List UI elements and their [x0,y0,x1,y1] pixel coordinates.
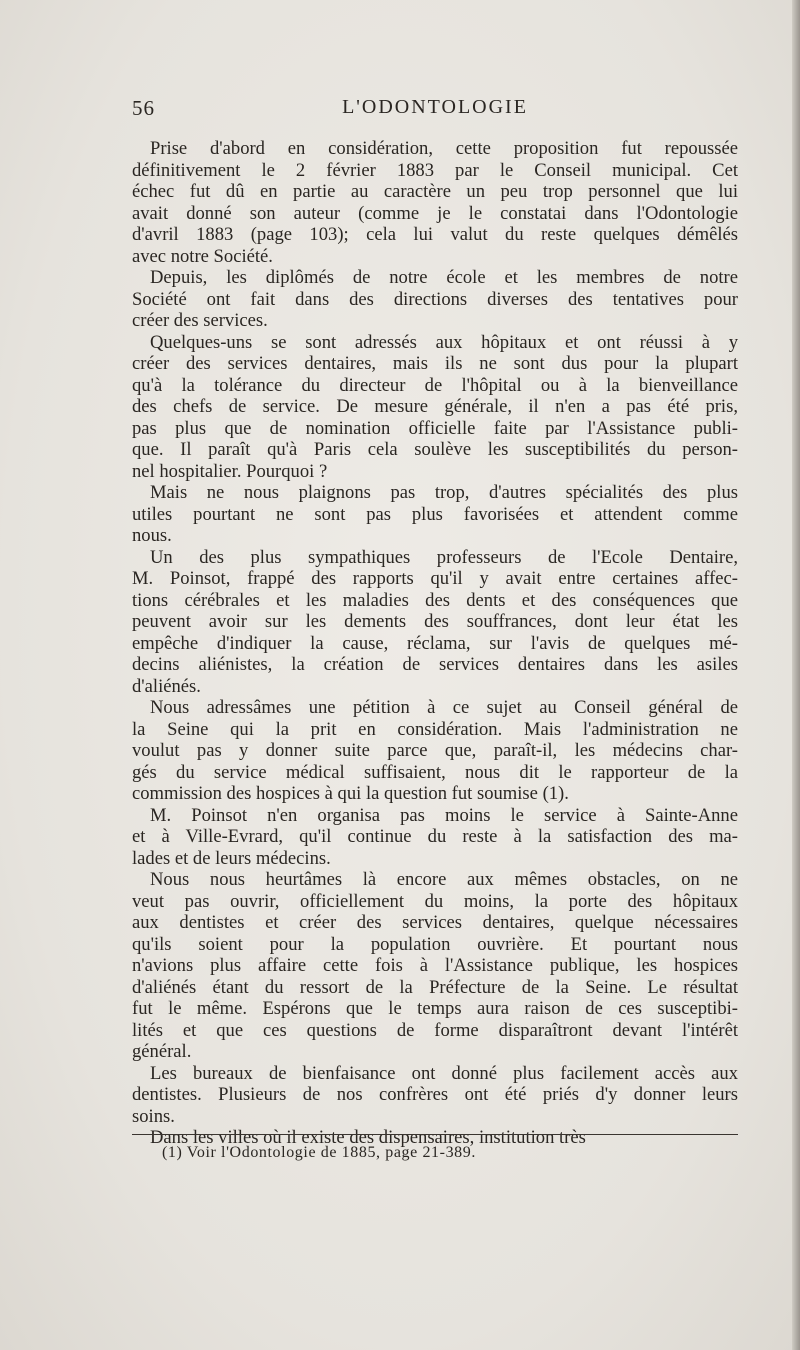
paragraph [132,547,738,698]
text-line: Mais ne nous plaignons pas trop, d'autres spécialités des plus [150,482,738,503]
text-line: avait donné son auteur (comme je le constatai dans l'Odontologie [132,202,738,224]
text-line: peuvent avoir sur les dements des souffrances, dont leur état les [132,611,738,632]
text-line: que. Il paraît qu'à Paris cela soulève les susceptibilités du person- [132,439,738,460]
text-line: Nous adressâmes une pétition à ce sujet au Conseil général de [150,697,738,718]
text-line: Les bureaux de bienfaisance ont donné plus facilement accès aux [150,1062,738,1084]
text-line: commission des hospices à qui la question fut soumise (1). [132,783,569,804]
running-title: L'ODONTOLOGIE [342,96,528,118]
text-line: decins aliénistes, la création de services dentaires dans les asiles [132,654,738,675]
text-line: d'aliénés étant du ressort de la Préfecture de la Seine. Le résultat [132,976,738,998]
text-line: des chefs de service. De mesure générale, il n'en a pas été pris, [132,396,738,417]
body-text [132,138,738,1149]
text-line: créer des services. [132,310,268,331]
text-line: Un des plus sympathiques professeurs de l'Ecole Dentaire, [150,546,738,568]
text-line: Prise d'abord en considération, cette proposition fut repoussée [150,138,738,159]
text-line: utiles pourtant ne sont pas plus favorisées et attendent comme [132,503,738,525]
text-line: d'aliénés. [132,675,201,697]
paragraph [132,332,738,483]
paragraph [132,1063,738,1128]
text-line: Quelques-uns se sont adressés aux hôpitaux et ont réussi à y [150,331,738,353]
text-line: lades et de leurs médecins. [132,847,331,869]
paragraph [132,805,738,870]
text-line: soins. [132,1105,175,1127]
text-line: définitivement le 2 février 1883 par le Conseil municipal. Cet [132,159,738,181]
text-line: Société ont fait dans des directions diverses des tentatives pour [132,288,738,310]
text-line: n'avions plus affaire cette fois à l'Assistance publique, les hospices [132,955,738,976]
text-line: lités et que ces questions de forme disparaîtront devant l'intérêt [132,1019,738,1041]
text-line: Depuis, les diplômés de notre école et les membres de notre [150,267,738,288]
text-line: échec fut dû en partie au caractère un peu trop personnel que lui [132,181,738,202]
text-line: veut pas ouvrir, officiellement du moins, la porte des hôpitaux [132,890,738,912]
text-line: empêche d'indiquer la cause, réclama, sur l'avis de quelques mé- [132,632,738,654]
page-spine-shadow [792,0,800,1350]
text-line: d'avril 1883 (page 103); cela lui valut du reste quelques démêlés [132,224,738,245]
text-line: dentistes. Plusieurs de nos confrères ont été priés d'y donner leurs [132,1084,738,1105]
paragraph [132,267,738,332]
paragraph [132,482,738,547]
text-line: qu'ils soient pour la population ouvrière. Et pourtant nous [132,933,738,955]
page-header [132,96,738,124]
text-line: avec notre Société. [132,245,273,267]
paragraph [132,697,738,805]
paragraph [132,869,738,1063]
text-line: général. [132,1041,192,1062]
text-line: voulut pas y donner suite parce que, paraît-il, les médecins char- [132,740,738,761]
text-line: nel hospitalier. Pourquoi ? [132,460,328,482]
footnote: (1) Voir l'Odontologie de 1885, page 21-389. [162,1144,476,1161]
text-line: aux dentistes et créer des services dentaires, quelque nécessaires [132,912,738,933]
text-line: nous. [132,525,172,546]
text-line: la Seine qui la prit en considération. Mais l'administration ne [132,718,738,740]
text-line: tions cérébrales et les maladies des dents et des conséquences que [132,589,738,611]
text-line: M. Poinsot n'en organisa pas moins le service à Sainte-Anne [150,804,738,826]
footnote-divider [132,1134,738,1135]
page-number: 56 [132,96,155,120]
text-line: qu'à la tolérance du directeur de l'hôpital ou à la bienveillance [132,374,738,396]
text-line: créer des services dentaires, mais ils ne sont dus pour la plupart [132,353,738,374]
text-line: M. Poinsot, frappé des rapports qu'il y avait entre certaines affec- [132,568,738,589]
text-line: Dans les villes où il existe des dispensaires, institution très [150,1127,586,1148]
text-line: Nous nous heurtâmes là encore aux mêmes obstacles, on ne [150,869,738,890]
text-line: fut le même. Espérons que le temps aura raison de ces susceptibi- [132,998,738,1019]
text-line: gés du service médical suffisaient, nous dit le rapporteur de la [132,761,738,783]
paragraph [132,138,738,267]
text-line: pas plus que de nomination officielle faite par l'Assistance publi- [132,417,738,439]
text-line: et à Ville-Evrard, qu'il continue du reste à la satisfaction des ma- [132,826,738,847]
